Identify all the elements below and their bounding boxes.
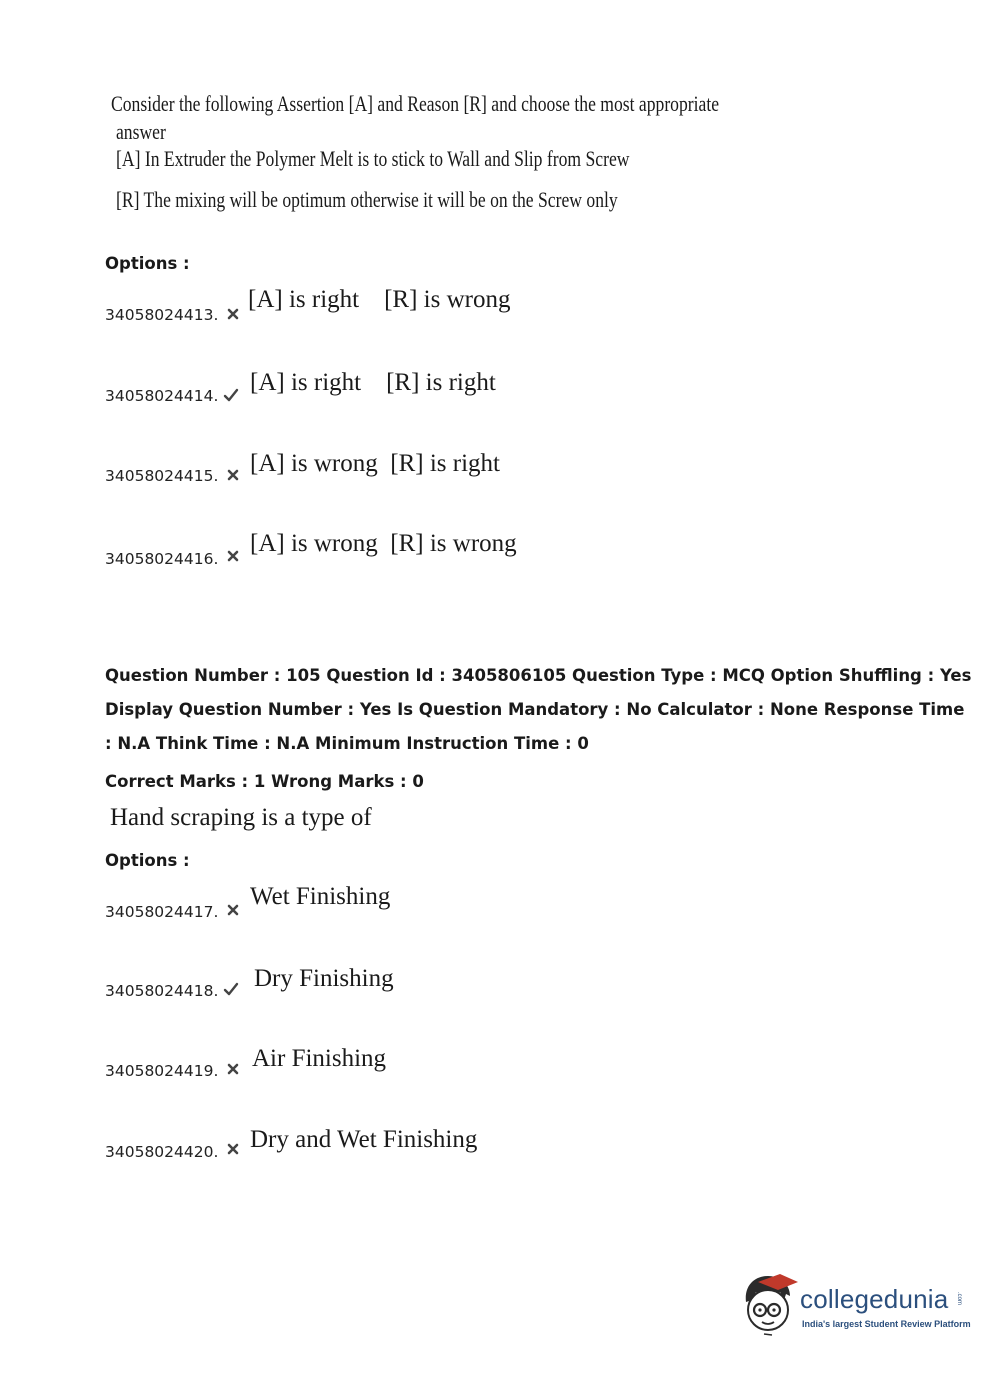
question-stem-line1: Consider the following Assertion [A] and Reason [R] and choose the most appropriate	[111, 91, 720, 116]
option-id: 34058024413.	[105, 306, 219, 324]
question-meta-line1: Question Number : 105 Question Id : 3405806105 Question Type : MCQ Option Shuffling : Yes	[105, 666, 972, 685]
mascot-icon	[740, 1272, 800, 1340]
reason-text: [R] The mixing will be optimum otherwise it will be on the Screw only	[116, 187, 618, 212]
logo-tagline: India's largest Student Review Platform	[802, 1319, 971, 1329]
option-id: 34058024420.	[105, 1143, 219, 1161]
option-id: 34058024414.	[105, 387, 219, 405]
collegedunia-logo	[740, 1272, 972, 1342]
option-text: Wet Finishing	[250, 883, 391, 910]
option-id: 34058024415.	[105, 467, 219, 485]
cross-icon	[225, 902, 241, 921]
question-stem: Hand scraping is a type of	[110, 804, 372, 831]
question-meta-line3: : N.A Think Time : N.A Minimum Instruction Time : 0	[105, 734, 589, 753]
logo-name: collegedunia	[800, 1284, 949, 1314]
cross-icon	[225, 306, 241, 325]
option-text: Dry and Wet Finishing	[250, 1126, 478, 1153]
check-icon	[223, 387, 239, 406]
question-stem-line2: answer	[116, 119, 166, 144]
cross-icon	[225, 548, 241, 567]
marks-line: Correct Marks : 1 Wrong Marks : 0	[105, 772, 424, 791]
option-text: Air Finishing	[252, 1045, 387, 1072]
option-text: [A] is right [R] is wrong	[248, 286, 511, 313]
cross-icon	[225, 1141, 241, 1160]
assertion-text: [A] In Extruder the Polymer Melt is to stick to Wall and Slip from Screw	[116, 146, 630, 171]
cross-icon	[225, 1061, 241, 1080]
options-heading: Options :	[105, 254, 190, 273]
option-id: 34058024418.	[105, 982, 219, 1000]
option-id: 34058024416.	[105, 550, 219, 568]
option-text: Dry Finishing	[254, 965, 394, 992]
logo-suffix: .com	[956, 1292, 962, 1306]
options-heading: Options :	[105, 851, 190, 870]
option-id: 34058024419.	[105, 1062, 219, 1080]
check-icon	[223, 981, 239, 1000]
option-id: 34058024417.	[105, 903, 219, 921]
option-text: [A] is wrong [R] is wrong	[250, 530, 517, 557]
option-text: [A] is right [R] is right	[250, 369, 496, 396]
question-meta-line2: Display Question Number : Yes Is Question Mandatory : No Calculator : None Response Time	[105, 700, 965, 719]
option-text: [A] is wrong [R] is right	[250, 450, 500, 477]
cross-icon	[225, 467, 241, 486]
